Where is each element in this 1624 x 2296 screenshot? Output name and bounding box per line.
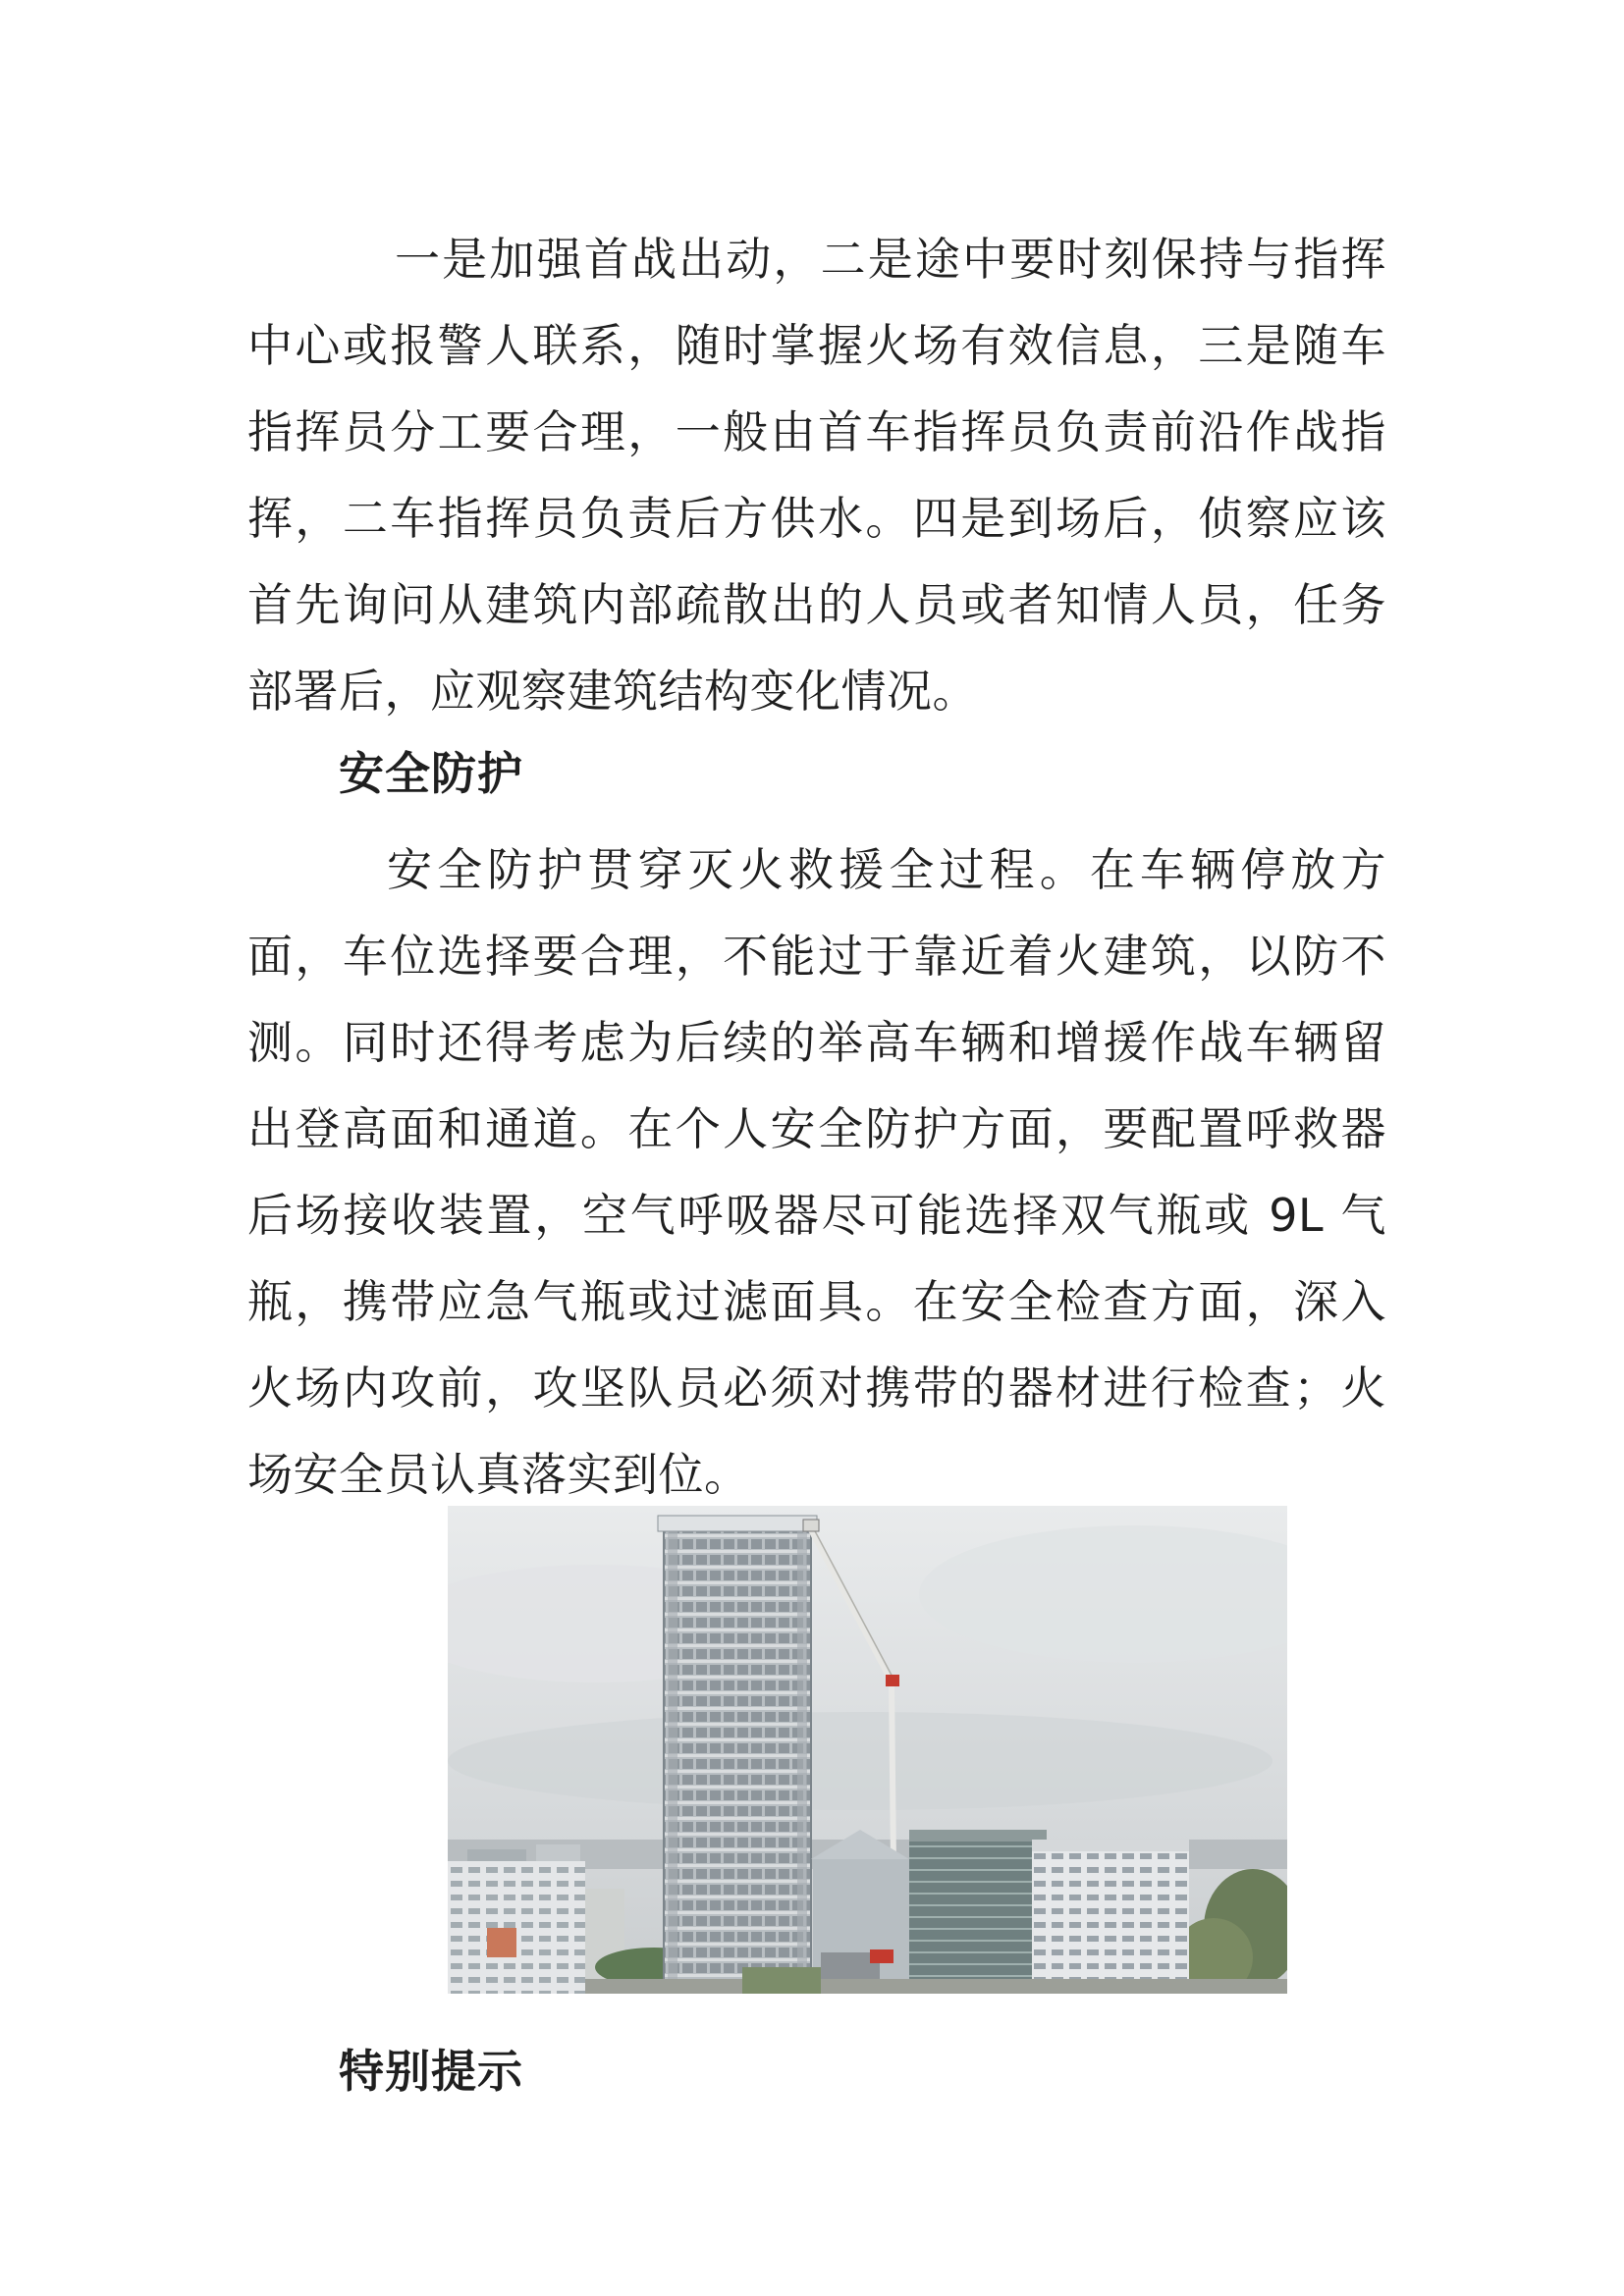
section-heading-safety: 安全防护 — [339, 747, 523, 800]
body-paragraph-safety: 安全防护贯穿灭火救援全过程。在车辆停放方面，车位选择要合理，不能过于靠近着火建筑，以防不测。同时还得考虑为后续的举高车辆和增援作战车辆留出登高面和通道。在个人安全防护方面，要配置呼救器后场接收装置，空气呼吸器尽可能选择双气瓶或 9L 气瓶，携带应急气瓶或过滤面具。在安全检查方面，深入火场内攻前，攻坚队员必须对携带的器材进行检查；火场安全员认真落实到位。 — [247, 843, 1386, 1501]
section-heading-tips: 特别提示 — [339, 2045, 523, 2098]
body-paragraph-command: 一是加强首战出动，二是途中要时刻保持与指挥中心或报警人联系，随时掌握火场有效信息，三是随车指挥员分工要合理，一般由首车指挥员负责前沿作战指挥，二车指挥员负责后方供水。四是到场后，侦察应该首先询问从建筑内部疏散出的人员或者知情人员，任务部署后，应观察建筑结构变化情况。 — [247, 233, 1386, 718]
high-rise-rescue-photo — [448, 1506, 1287, 1994]
